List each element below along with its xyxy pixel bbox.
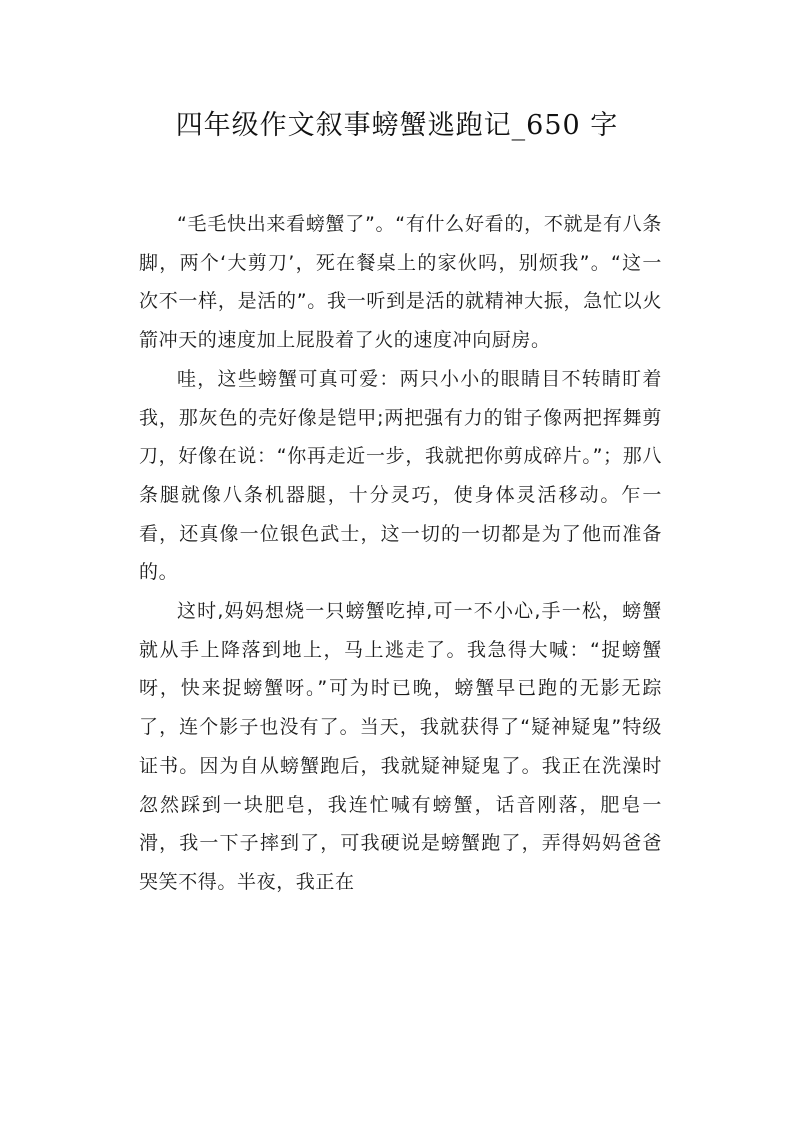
paragraph-2: 哇，这些螃蟹可真可爱：两只小小的眼睛目不转睛盯着我，那灰色的壳好像是铠甲;两把强有力的钳子像两把挥舞剪刀，好像在说：“你再走近一步，我就把你剪成碎片。”；那八条腿就像八条机器腿，十分灵巧，使身体灵活移动。乍一看，还真像一位银色武士，这一切的一切都是为了他而准备的。 (139, 367, 662, 584)
document-body (139, 205, 662, 902)
document-title: 四年级作文叙事螃蟹逃跑记_650 字 (175, 110, 619, 141)
paragraph-1: “毛毛快出来看螃蟹了”。“有什么好看的，不就是有八条脚，两个‘大剪刀’，死在餐桌上的家伙吗，别烦我”。“这一次不一样，是活的”。我一听到是活的就精神大振，急忙以火箭冲天的速度加上屁股着了火的速度冲向厨房。 (139, 213, 662, 352)
paragraph-3: 这时,妈妈想烧一只螃蟹吃掉,可一不小心,手一松，螃蟹就从手上降落到地上，马上逃走了。我急得大喊：“捉螃蟹呀，快来捉螃蟹呀。”可为时已晚，螃蟹早已跑的无影无踪了，连个影子也没有了。当天，我就获得了“疑神疑鬼”特级证书。因为自从螃蟹跑后，我就疑神疑鬼了。我正在洗澡时忽然踩到一块肥皂，我连忙喊有螃蟹，话音刚落，肥皂一滑，我一下子摔到了，可我硬说是螃蟹跑了，弄得妈妈爸爸哭笑不得。半夜，我正在 (139, 600, 662, 893)
